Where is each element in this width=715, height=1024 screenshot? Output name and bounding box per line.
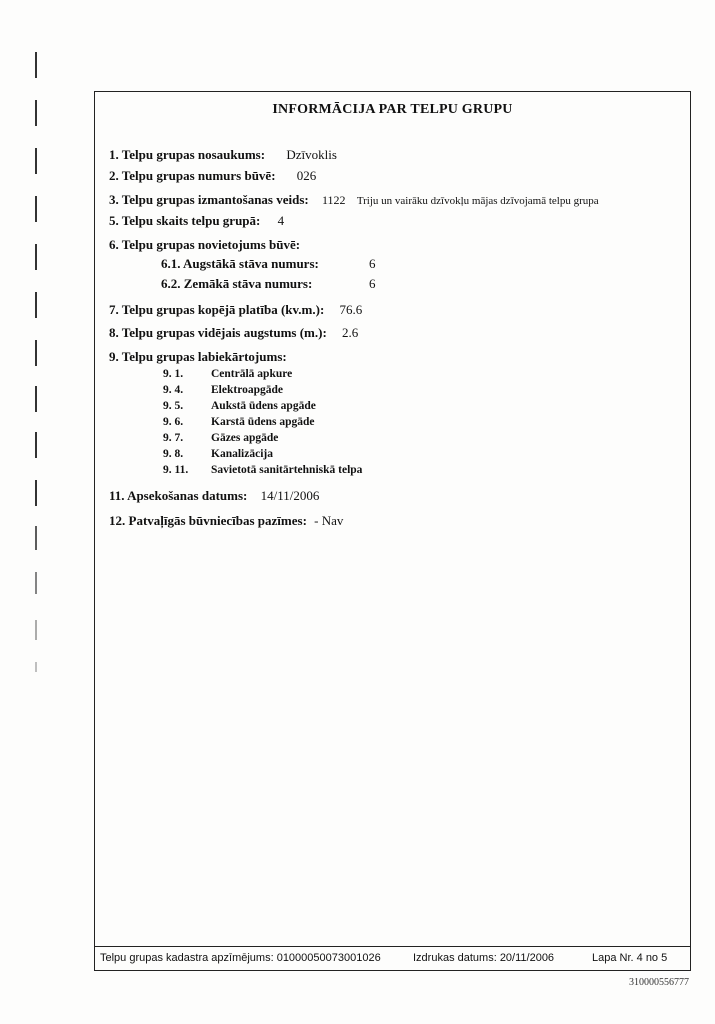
amenity-list [95, 368, 690, 488]
list-item [95, 400, 690, 416]
field-label: 6.1. Augstākā stāva numurs: [161, 256, 319, 271]
scan-mark [35, 620, 37, 640]
field-code: 1122 [322, 193, 346, 207]
scan-mark [35, 526, 37, 550]
list-item [95, 416, 690, 432]
scan-mark [35, 52, 37, 78]
field-label: 6.2. Zemākā stāva numurs: [161, 276, 313, 291]
field-top-floor [161, 256, 319, 272]
scan-mark [35, 572, 37, 594]
field-value: 4 [277, 213, 285, 228]
scan-mark [35, 100, 37, 126]
scan-mark [35, 480, 37, 506]
scan-mark [35, 340, 37, 366]
field-value: 026 [296, 168, 317, 183]
field-label: 1. Telpu grupas nosaukums: [109, 147, 266, 162]
field-value: 76.6 [339, 302, 363, 317]
amenity-code: 9. 11. [163, 464, 189, 476]
amenity-code: 9. 8. [163, 448, 184, 460]
list-item [95, 384, 690, 400]
amenity-name: Aukstā ūdens apgāde [211, 400, 316, 412]
list-item [95, 448, 690, 464]
amenity-name: Savietotā sanitārtehniskā telpa [211, 464, 363, 476]
field-value: - Nav [314, 513, 344, 528]
print-date: Izdrukas datums: 20/11/2006 [413, 952, 555, 964]
field-top-floor-value: 6 [369, 256, 376, 271]
field-location [109, 237, 300, 253]
amenity-code: 9. 4. [163, 384, 184, 396]
scan-mark [35, 196, 37, 222]
document-frame [94, 91, 691, 971]
field-height [109, 325, 358, 341]
amenity-name: Elektroapgāde [211, 384, 283, 396]
field-label: 6. Telpu grupas novietojums būvē: [109, 237, 301, 252]
field-label: 3. Telpu grupas izmantošanas veids: [109, 192, 309, 207]
field-low-floor [161, 276, 312, 292]
document-title: INFORMĀCIJA PAR TELPU GRUPU [272, 102, 513, 117]
field-area [109, 302, 362, 318]
amenity-name: Kanalizācija [211, 448, 273, 460]
scan-mark [35, 432, 37, 458]
field-label: 9. Telpu grupas labiekārtojums: [109, 349, 287, 364]
list-item [95, 464, 690, 480]
field-survey-date [109, 488, 319, 504]
scan-mark [35, 386, 37, 412]
field-value: 2.6 [342, 325, 359, 340]
list-item [95, 432, 690, 448]
amenity-name: Karstā ūdens apgāde [211, 416, 315, 428]
amenity-code: 9. 7. [163, 432, 184, 444]
field-amenities [109, 349, 287, 365]
field-value: Dzīvoklis [286, 147, 337, 162]
field-number [109, 168, 316, 184]
cadastre-designation: Telpu grupas kadastra apzīmējums: 01000050073001026 [100, 952, 381, 964]
field-name [109, 147, 337, 163]
list-item [95, 368, 690, 384]
field-label: 11. Apsekošanas datums: [109, 488, 248, 503]
serial-number: 310000556777 [629, 977, 689, 988]
field-usage [109, 192, 599, 208]
field-illegal-construction [109, 513, 343, 529]
scan-mark [35, 292, 37, 318]
field-label: 2. Telpu grupas numurs būvē: [109, 168, 276, 183]
amenity-code: 9. 6. [163, 416, 184, 428]
amenity-code: 9. 5. [163, 400, 184, 412]
field-value: 14/11/2006 [260, 488, 320, 503]
amenity-name: Centrālā apkure [211, 368, 293, 380]
document-footer [95, 946, 690, 970]
field-label: 12. Patvaļīgās būvniecības pazīmes: [109, 513, 307, 528]
scan-mark [35, 148, 37, 174]
scan-mark [35, 244, 37, 270]
field-low-floor-value: 6 [369, 276, 376, 291]
field-label: 5. Telpu skaits telpu grupā: [109, 213, 261, 228]
amenity-name: Gāzes apgāde [211, 432, 279, 444]
amenity-code: 9. 1. [163, 368, 184, 380]
field-label: 8. Telpu grupas vidējais augstums (m.): [109, 325, 327, 340]
scan-mark [35, 662, 37, 672]
field-rooms [109, 213, 284, 229]
page-number: Lapa Nr. 4 no 5 [592, 952, 668, 964]
field-label: 7. Telpu grupas kopējā platība (kv.m.): [109, 302, 325, 317]
field-value: Triju un vairāku dzīvokļu mājas dzīvojamā telpu grupa [356, 195, 599, 207]
